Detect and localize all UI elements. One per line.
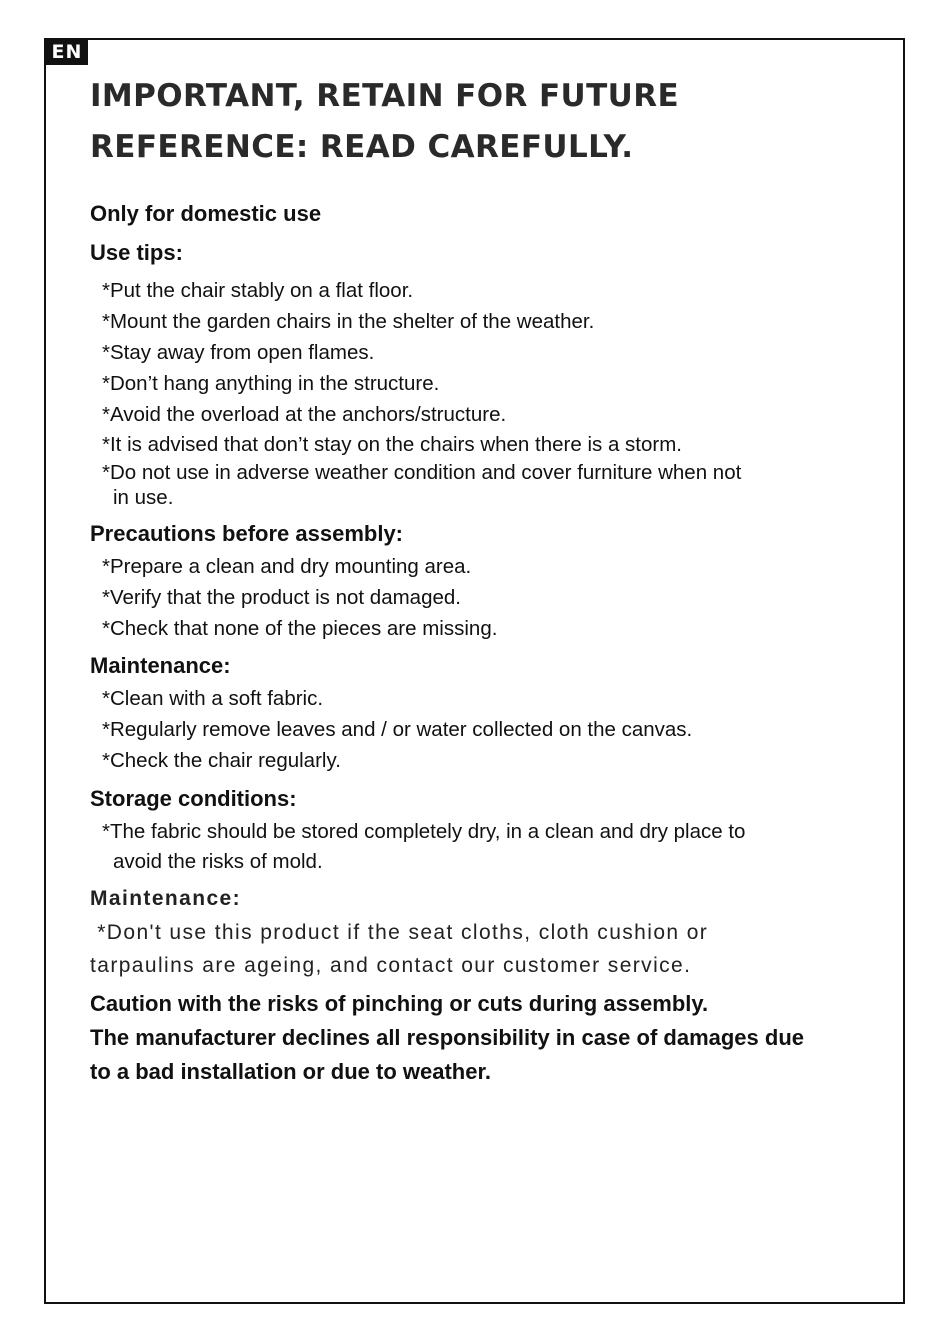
maintenance-heading: Maintenance: [90,653,231,678]
caution-line: The manufacturer declines all responsibility in case of damages due [90,1025,805,1050]
caution-line: to a bad installation or due to weather. [90,1059,491,1084]
precaution-item: *Check that none of the pieces are missing. [102,617,498,640]
page-title-line-1: IMPORTANT, RETAIN FOR FUTURE [90,78,680,114]
use-tips-heading: Use tips: [90,240,183,265]
maintenance-2-heading: Maintenance: [90,887,241,910]
use-tip-item: *Don’t hang anything in the structure. [102,372,440,395]
maintenance-2-line: tarpaulins are ageing, and contact our customer service. [90,954,692,977]
use-tip-item: *Put the chair stably on a flat floor. [102,279,414,302]
maintenance-item: *Regularly remove leaves and / or water collected on the canvas. [102,718,693,741]
domestic-use-heading: Only for domestic use [90,201,322,226]
storage-continuation: avoid the risks of mold. [113,850,323,873]
precaution-item: *Verify that the product is not damaged. [102,586,461,609]
maintenance-item: *Clean with a soft fabric. [102,687,324,710]
precautions-heading: Precautions before assembly: [90,521,404,546]
use-tip-item: *Mount the garden chairs in the shelter of the weather. [102,310,595,333]
storage-item: *The fabric should be stored completely dry, in a clean and dry place to [102,820,746,843]
use-tip-continuation: in use. [113,486,174,509]
use-tip-item: *It is advised that don’t stay on the chairs when there is a storm. [102,433,682,456]
maintenance-item: *Check the chair regularly. [102,749,341,772]
use-tip-item: *Do not use in adverse weather condition and cover furniture when not [102,461,742,484]
use-tip-item: *Stay away from open flames. [102,341,375,364]
precaution-item: *Prepare a clean and dry mounting area. [102,555,472,578]
caution-line: Caution with the risks of pinching or cuts during assembly. [90,991,709,1016]
language-badge: EN [46,40,88,65]
page-title-line-2: REFERENCE: READ CAREFULLY. [90,129,634,165]
storage-heading: Storage conditions: [90,786,297,811]
use-tip-item: *Avoid the overload at the anchors/structure. [102,403,507,426]
maintenance-2-line: *Don't use this product if the seat cloths, cloth cushion or [90,921,709,944]
